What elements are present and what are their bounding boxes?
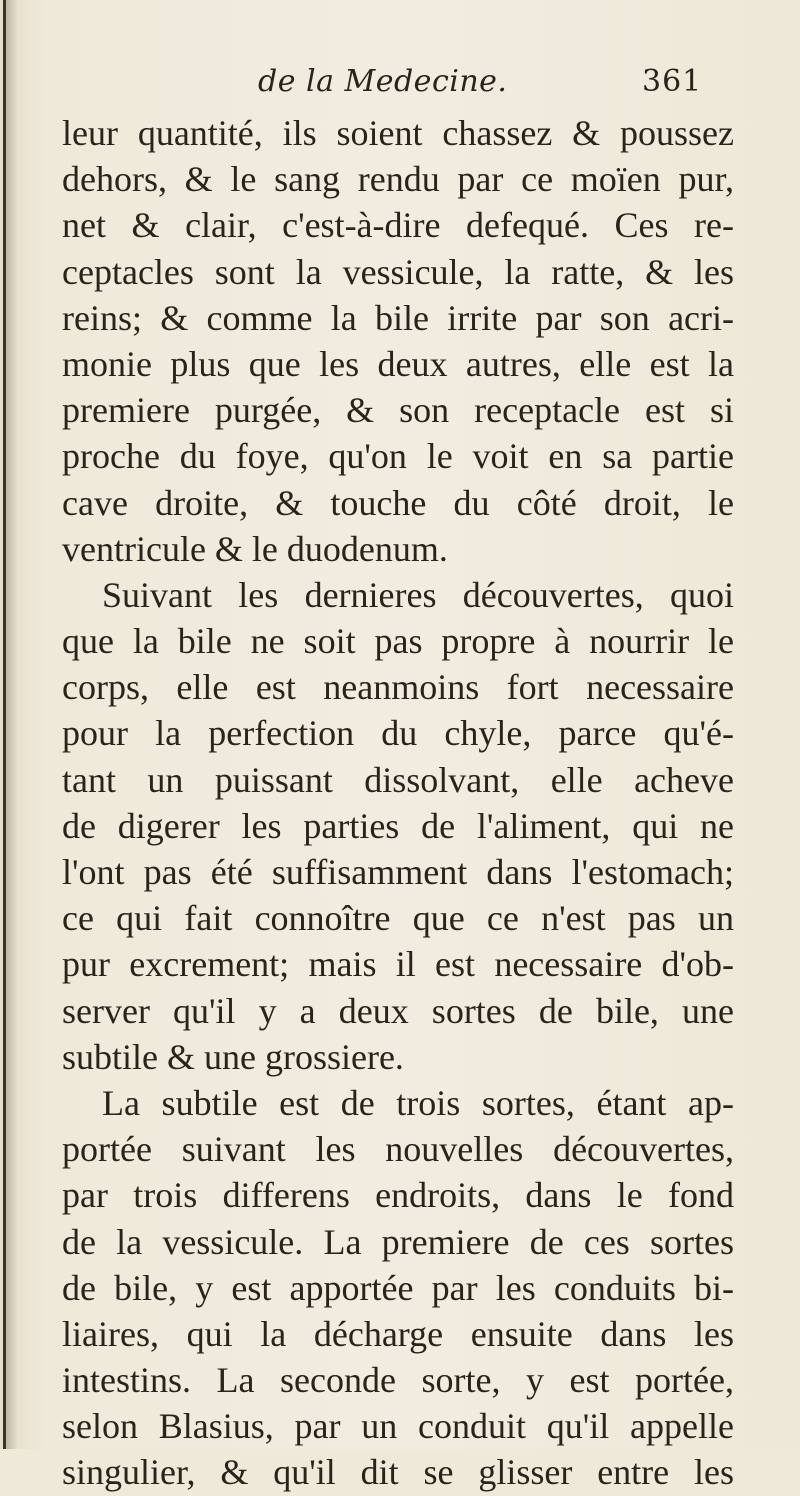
text-line: selon Blasius, par un conduit qu'il appelle xyxy=(62,1406,734,1447)
text-line: monie plus que les deux autres, elle est la xyxy=(62,343,734,384)
text-line: dehors, & le sang rendu par ce moïen pur, xyxy=(62,159,734,200)
text-line: tant un puissant dissolvant, elle acheve xyxy=(62,759,734,800)
text-line: par trois differens endroits, dans le fond xyxy=(62,1175,734,1216)
text-line: ceptacles sont la vessicule, la ratte, & les xyxy=(62,251,734,292)
text-line: l'ont pas été suffisamment dans l'estomach; xyxy=(62,852,734,892)
text-line: de digerer les parties de l'aliment, qui ne xyxy=(62,805,734,846)
text-line: subtile & une grossiere. xyxy=(62,1036,404,1077)
text-line: server qu'il y a deux sortes de bile, une xyxy=(62,990,734,1031)
text-line: de bile, y est apportée par les conduits bi- xyxy=(62,1267,734,1308)
text-line: reins; & comme la bile irrite par son acri- xyxy=(62,297,734,338)
text-line: ce qui fait connoître que ce n'est pas un xyxy=(62,898,734,939)
page-number: 361 xyxy=(642,64,703,99)
running-title: de la Medecine. xyxy=(258,64,508,99)
text-line: leur quantité, ils soient chassez & poussez xyxy=(62,113,734,153)
text-line: portée suivant les nouvelles découvertes, xyxy=(62,1129,734,1170)
text-line: ventricule & le duodenum. xyxy=(62,528,448,569)
text-line: net & clair, c'est-à-dire defequé. Ces re- xyxy=(62,205,734,246)
text-line: pour la perfection du chyle, parce qu'é- xyxy=(62,713,734,754)
body-text xyxy=(62,110,734,1496)
running-head xyxy=(0,60,800,110)
text-line: pur excrement; mais il est necessaire d'ob- xyxy=(62,944,734,985)
paragraph-start-line: La subtile est de trois sortes, étant ap- xyxy=(102,1082,734,1123)
text-line: singulier, & qu'il dit se glisser entre les xyxy=(62,1452,734,1493)
paragraph-start-line: Suivant les dernieres découvertes, quoi xyxy=(102,574,734,615)
text-line: cave droite, & touche du côté droit, le xyxy=(62,482,734,523)
text-line: de la vessicule. La premiere de ces sortes xyxy=(62,1221,734,1262)
text-line: liaires, qui la décharge ensuite dans les xyxy=(62,1313,734,1354)
text-line: intestins. La seconde sorte, y est portée, xyxy=(62,1360,734,1401)
text-line: corps, elle est neanmoins fort necessaire xyxy=(62,667,734,708)
text-line: premiere purgée, & son receptacle est si xyxy=(62,390,734,431)
binding-shadow xyxy=(6,0,18,1449)
text-line: que la bile ne soit pas propre à nourrir le xyxy=(62,621,734,662)
text-line: proche du foye, qu'on le voit en sa partie xyxy=(62,436,734,477)
